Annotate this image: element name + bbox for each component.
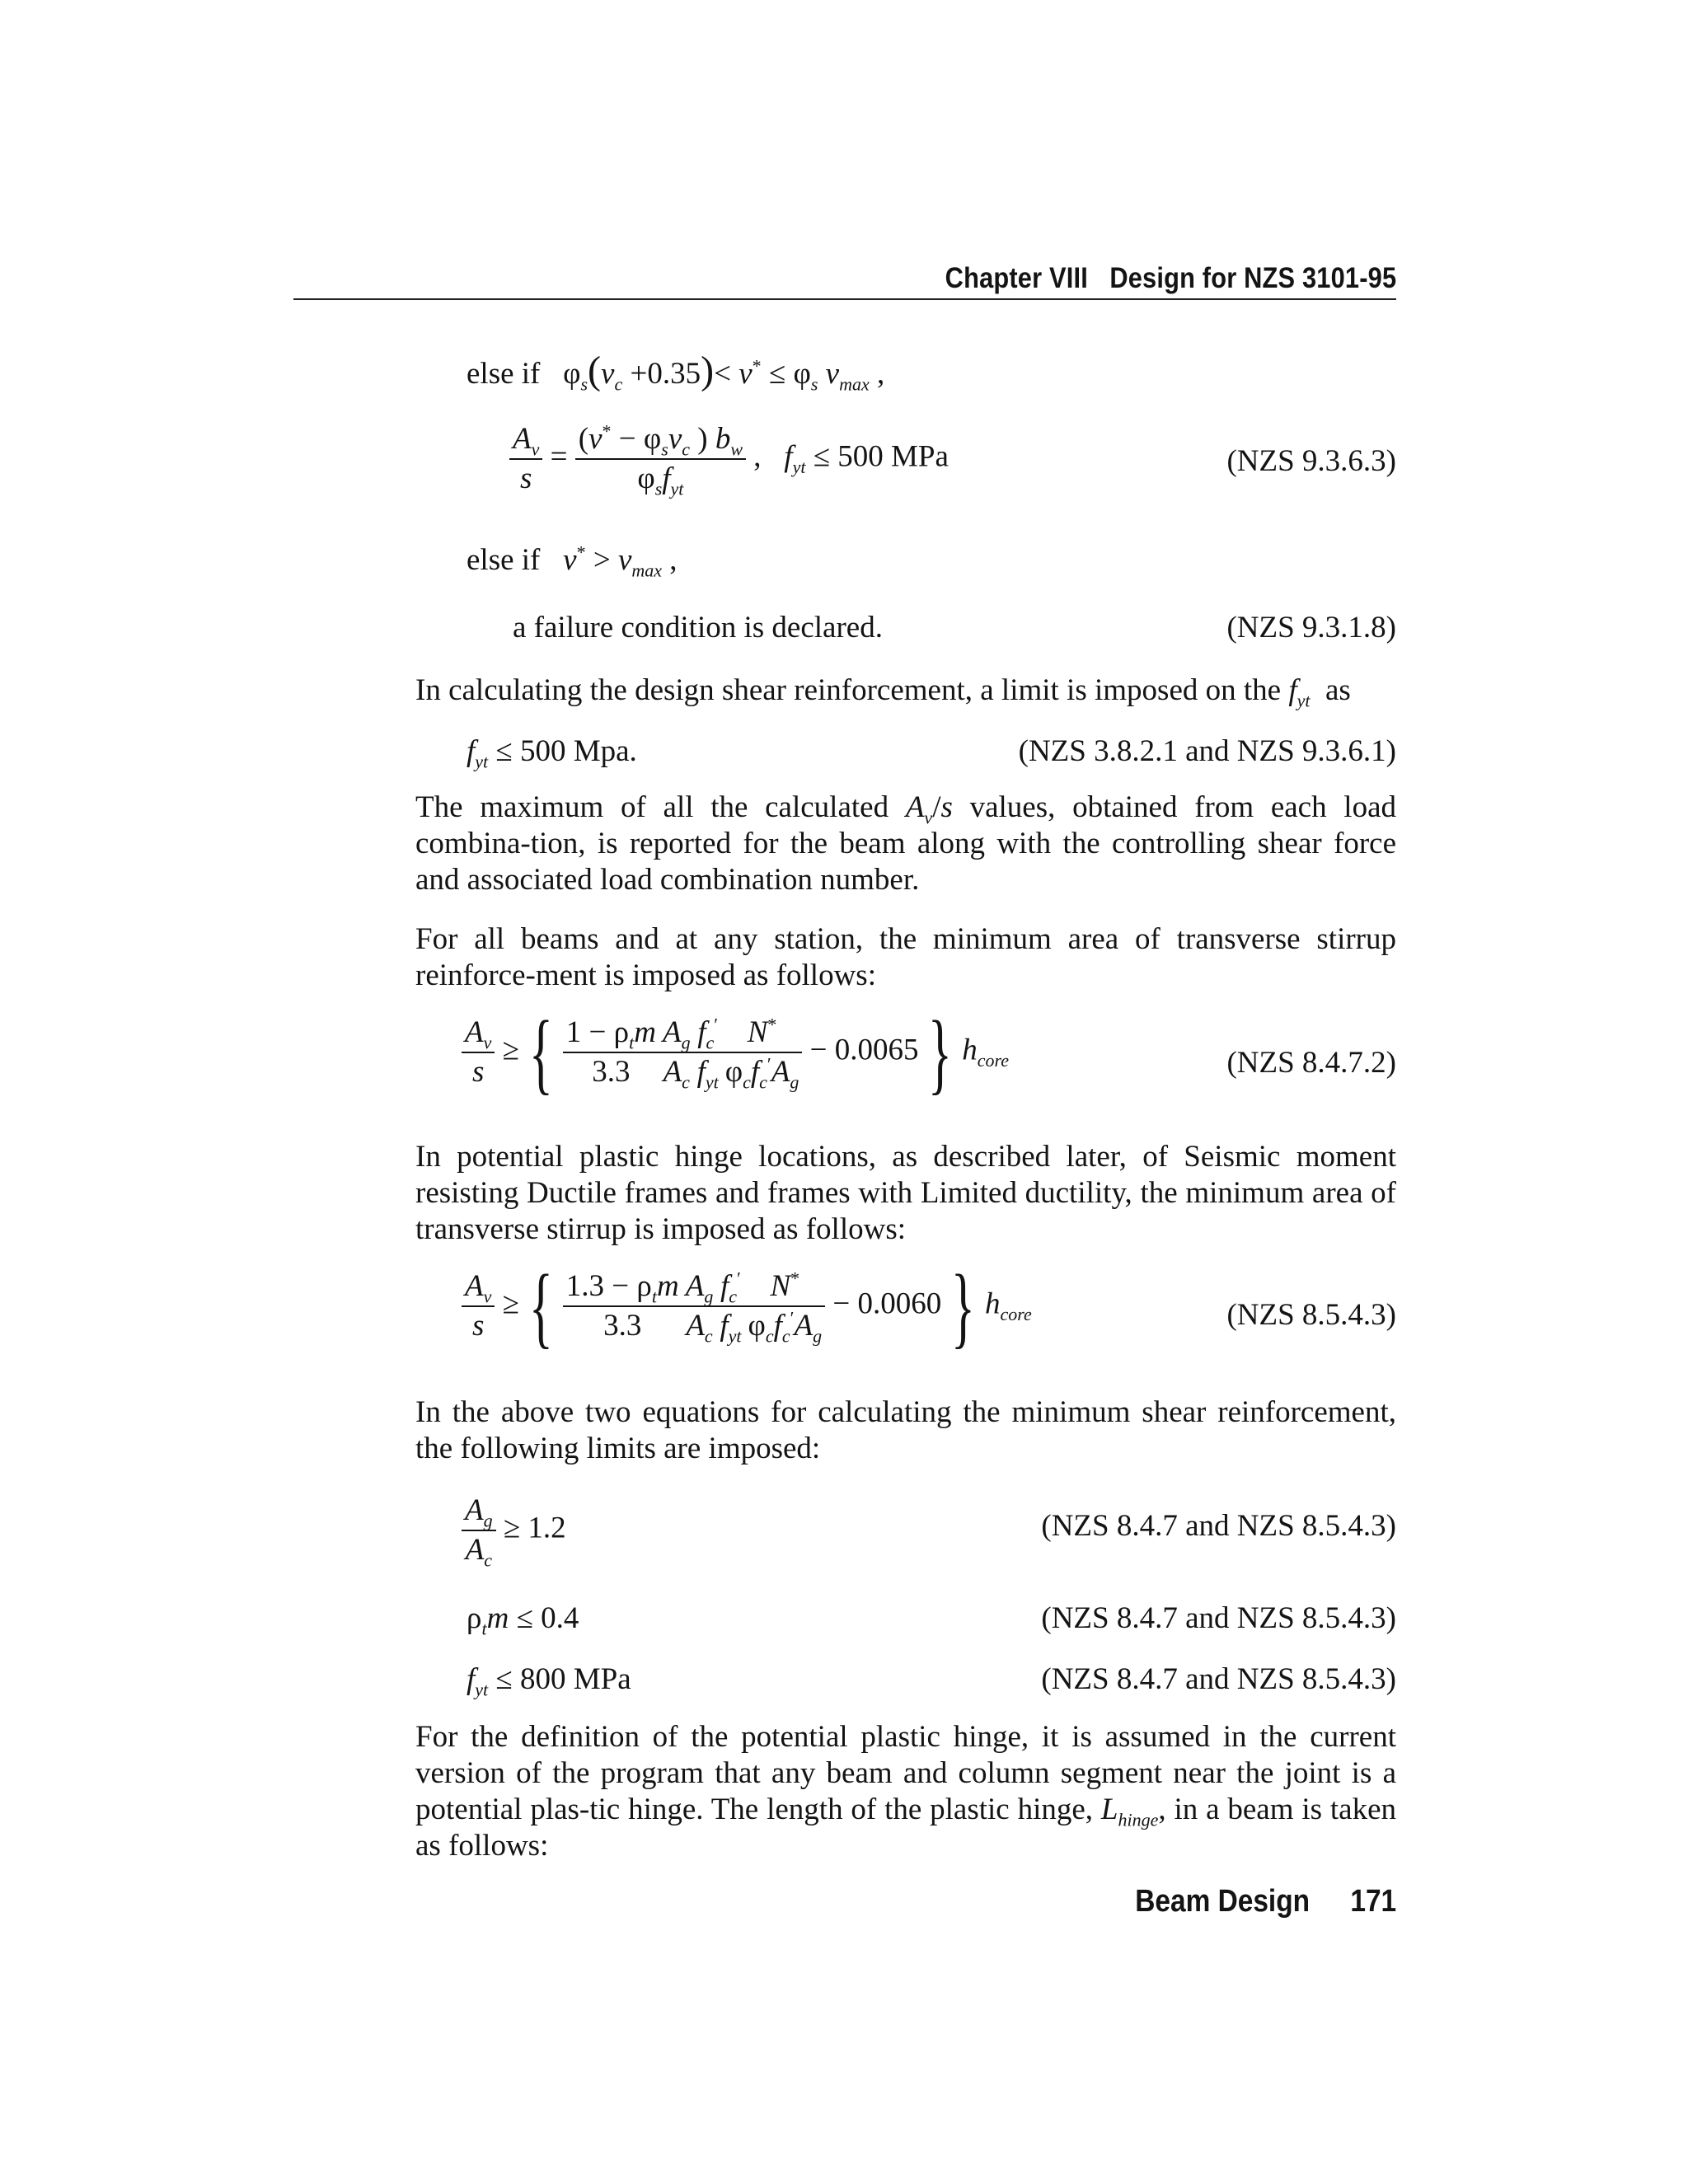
eq-min1-ref: (NZS 8.4.7.2) [1226,1046,1396,1080]
eq-c-ref: (NZS 9.3.1.8) [1226,611,1396,644]
chapter-label: Chapter VIII [945,262,1088,294]
eq-b-ref: (NZS 9.3.6.3) [1226,444,1396,478]
eq-b-condition: else if $\varphi_s(v_c +0.35)< v^* \le \varphi_s$ $v_{max}$ , [467,349,885,395]
running-head [945,262,1396,295]
limit-rho-m-ref: (NZS 8.4.7 and NZS 8.5.4.3) [1041,1601,1396,1635]
eq-b-formula: $\frac{A_v}{s}$ = $\frac{(v^* - \varphi_sv_c ) b_w}{\varphi_sf_{yt}}$ , $f_{yt} \le 500$ MPa [509,420,949,498]
page-header [293,262,1396,300]
eq-min2-formula: $\frac{A_v}{s}$ ≥ { $\frac{1.3 - \rho_tm}{3.3}$ $\frac{A_g}{A_c}$ $\frac{f_c'}{f_{yt}}$ $\frac{N^*}{\varphi_cf_c'A_g}$ − 0.0060 } $h_{core}$ [462,1261,1032,1352]
eq-b-rhs: $\frac{(v^* - \varphi_sv_c ) b_w}{\varphi_sf_{yt}}$ [575,420,746,498]
para-maximum-av: The maximum of all the calculated $A_v/s$ values, obtained from each load combina-tion, is reported for the beam along with the controlling shear force and associated load combination number. [415,790,1397,897]
para-plastic-hinge-definition: For the definition of the potential plastic hinge, it is assumed in the current version of the program that any beam and column segment near the joint is a potential plas-tic hinge. The length of the plastic hinge, $L_{hinge}$, in a beam is taken as follows: [415,1720,1396,1863]
eq-b-limit: ≤ 500 MPa [813,439,949,474]
page-number: 171 [1350,1884,1396,1919]
av-over-s: $\frac{A_v}{s}$ [509,420,542,498]
eq-min1-formula: $\frac{A_v}{s}$ ≥ { $\frac{1 - \rho_tm}{3.3}$ $\frac{A_g}{A_c}$ $\frac{f_c'}{f_{yt}}$ $\frac{N^*}{\varphi_cf_c'A_g}$ − 0.0065 } $h_{core}$ [462,1007,1009,1098]
limit-ag-ac: $\frac{A_g}{A_c}$ ≥ 1.2 [462,1492,566,1569]
eq-min2-ref: (NZS 8.5.4.3) [1226,1298,1396,1332]
eq-c-prefix: else if [467,543,541,577]
limit-rho-m: $\rho_tm \le 0.4$ [467,1601,579,1639]
eq-b-prefix: else if [467,357,541,391]
chapter-title: Design for NZS 3101-95 [1109,262,1396,294]
failure-text: a failure condition is declared. [513,611,883,644]
para-limits-intro: In the above two equations for calculating the minimum shear reinforcement, the following limits are imposed: [415,1395,1396,1465]
para-plastic-hinge-locations: In potential plastic hinge locations, as described later, of Seismic moment resisting Ductile frames and frames with Limited ductility, the minimum area of transverse stirrup is imposed as follows: [415,1140,1396,1246]
limit-fyt-ref: (NZS 8.4.7 and NZS 8.5.4.3) [1041,1662,1396,1696]
eq-fyt-ref: (NZS 3.8.2.1 and NZS 9.3.6.1) [1018,734,1396,768]
para-minimum-area: For all beams and at any station, the minimum area of transverse stirrup reinforce-ment is imposed as follows: [415,922,1396,992]
page-footer [1135,1884,1396,1919]
limit-fyt: $f_{yt} \le 800$ MPa [467,1662,631,1700]
eq-c-condition: else if $v^* > v_{max}$ , [467,541,678,581]
eq-fyt: $f_{yt} \le 500$ Mpa. [467,734,637,772]
limit-ag-ac-ref: (NZS 8.4.7 and NZS 8.5.4.3) [1041,1509,1396,1543]
footer-section: Beam Design [1135,1884,1310,1919]
para-fyt-limit: In calculating the design shear reinforcement, a limit is imposed on the $f_{yt}$ as [415,673,1351,711]
